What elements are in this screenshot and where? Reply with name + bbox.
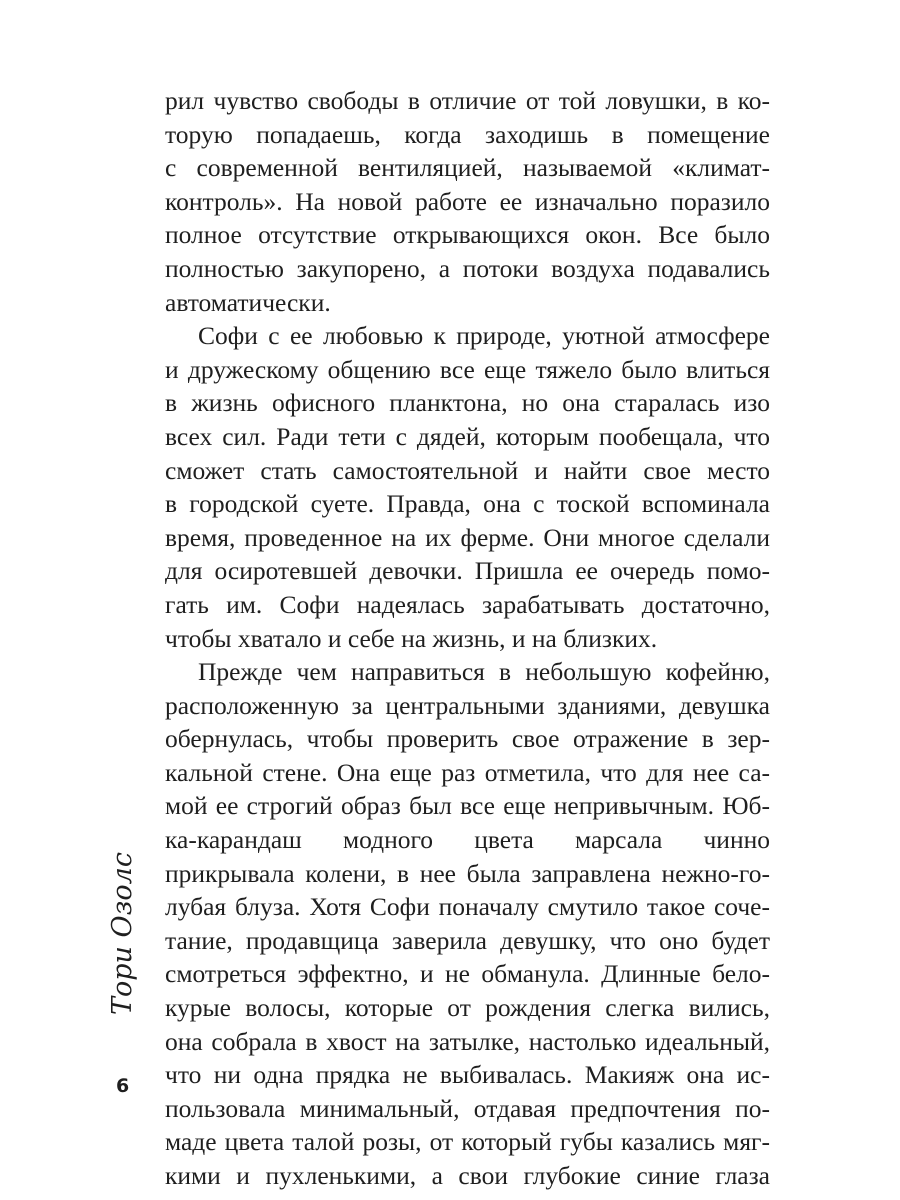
text-line: маде цвета талой розы, от который губы казались мяг-: [165, 1127, 770, 1157]
text-line: всех сил. Ради тети с дядей, которым пообещала, что: [165, 421, 770, 451]
paragraph: [165, 319, 770, 655]
text-line: она собрала в хвост на затылке, настолько идеальный,: [165, 1026, 770, 1056]
text-line: что ни одна прядка не выбивалась. Макияж она ис-: [165, 1060, 770, 1090]
text-line: мой ее строгий образ был все еще непривычным. Юб-: [165, 791, 770, 821]
text-line: прикрывала колени, в нее была заправлена нежно-го-: [165, 858, 770, 888]
paragraph: [165, 655, 770, 1193]
text-line: гать им. Софи надеялась зарабатывать достаточно,: [165, 589, 770, 619]
text-line: автоматически.: [165, 287, 331, 317]
text-line: полное отсутствие открывающихся окон. Все было: [165, 220, 770, 250]
text-line: кими и пухленькими, а свои глубокие синие глаза: [165, 1161, 770, 1190]
text-line: Софи с ее любовью к природе, уютной атмосфере: [198, 321, 770, 351]
text-line: лубая блуза. Хотя Софи поначалу смутило такое соче-: [165, 892, 770, 922]
text-line: торую попадаешь, когда заходишь в помещение: [165, 119, 770, 149]
text-line: с современной вентиляцией, называемой «климат-: [165, 153, 770, 183]
text-line: тание, продавщица заверила девушку, что оно будет: [165, 925, 770, 955]
author-name: Тори Озолс: [107, 852, 138, 1015]
text-line: время, проведенное на их ферме. Они многое сделали: [165, 522, 770, 552]
text-line: полностью закупорено, а потоки воздуха подавались: [165, 253, 770, 283]
text-line: курые волосы, которые от рождения слегка вились,: [165, 993, 770, 1023]
text-line: Прежде чем направиться в небольшую кофейню,: [198, 657, 770, 687]
text-line: обернулась, чтобы проверить свое отражение в зер-: [165, 724, 770, 754]
paragraph: [165, 84, 770, 319]
text-line: чтобы хватало и себе на жизнь, и на близких.: [165, 623, 658, 653]
text-line: смотреться эффектно, и не обманула. Длинные бело-: [165, 959, 770, 989]
text-line: расположенную за центральными зданиями, девушка: [165, 690, 770, 720]
text-line: контроль». На новой работе ее изначально поразило: [165, 186, 770, 216]
text-line: в городской суете. Правда, она с тоской вспоминала: [165, 489, 770, 519]
text-line: сможет стать самостоятельной и найти свое место: [165, 455, 770, 485]
text-line: пользовала минимальный, отдавая предпочтения по-: [165, 1093, 770, 1123]
text-line: рил чувство свободы в отличие от той ловушки, в ко-: [165, 86, 770, 115]
text-line: в жизнь офисного планктона, но она старалась изо: [165, 388, 770, 418]
text-line: ка-карандаш модного цвета марсала чинно: [165, 825, 770, 855]
text-line: для осиротевшей девочки. Пришла ее очередь помо-: [165, 556, 770, 586]
body-text: [165, 84, 770, 1193]
text-line: кальной стене. Она еще раз отметила, что для нее са-: [165, 757, 770, 787]
page-number: 6: [116, 1075, 130, 1097]
text-line: и дружескому общению все еще тяжело было влиться: [165, 354, 770, 384]
